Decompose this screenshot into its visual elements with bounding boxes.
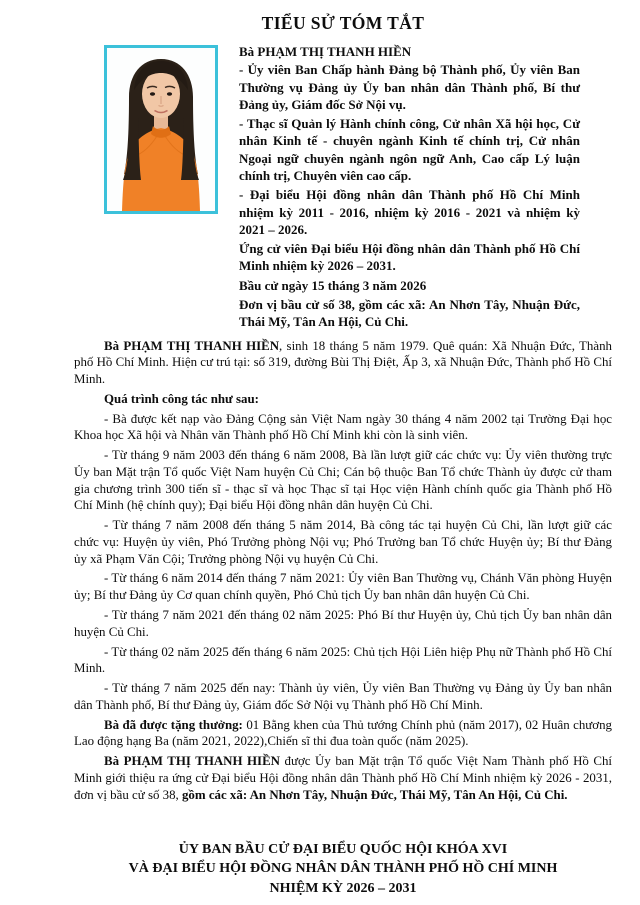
- nomination-text: được Ủy ban Mặt trận Tổ quốc Việt Nam Thành phố Hồ Chí Minh giới thiệu ra ứng cử Đại biểu Hội đồng nhân dân Thành phố Hồ Chí Minh nhiệm kỳ 2026 - 2031, đơn vị bầu cử số 38,: [74, 754, 612, 802]
- intro-paragraph: [74, 338, 612, 388]
- career-item-4: - Từ tháng 6 năm 2014 đến tháng 7 năm 2021: Ủy viên Ban Thường vụ, Chánh Văn phòng Huyện ủy; Bí thư Đảng ủy Cơ quan chính quyền, Phó Chủ tịch Ủy ban nhân dân huyện Củ Chi.: [74, 571, 612, 603]
- career-item-6: - Từ tháng 02 năm 2025 đến tháng 6 năm 2025: Chủ tịch Hội Liên hiệp Phụ nữ Thành phố Hồ Chí Minh.: [74, 644, 612, 676]
- biography-body: [74, 338, 612, 804]
- photo-column: [74, 43, 239, 333]
- issuing-committee-footer: [74, 840, 612, 898]
- candidate-name: Bà PHẠM THỊ THANH HIỀN: [239, 44, 412, 59]
- nomination-paragraph: [74, 753, 612, 803]
- awards-label: Bà đã được tặng thưởng:: [104, 717, 243, 732]
- candidate-photo: [104, 45, 218, 214]
- footer-line-2: VÀ ĐẠI BIỂU HỘI ĐỒNG NHÂN DÂN THÀNH PHỐ HỒ CHÍ MINH: [128, 861, 558, 877]
- career-item-1: - Bà được kết nạp vào Đảng Cộng sản Việt Nam ngày 30 tháng 4 năm 2002 tại Trường Đại học Khoa học Xã hội và Nhân văn Thành phố Hồ Chí Minh khi còn là sinh viên.: [74, 411, 612, 443]
- intro-name: Bà PHẠM THỊ THANH HIỀN: [104, 338, 280, 353]
- page-title: TIỂU SỬ TÓM TẮT: [261, 13, 425, 33]
- career-item-2: - Từ tháng 9 năm 2003 đến tháng 6 năm 2008, Bà lần lượt giữ các chức vụ: Ủy viên thường trực Ủy ban Mặt trận Tổ quốc Việt Nam huyện Củ Chi; Cán bộ thuộc Ban Tổ chức Thành ủy được cử tham gia chương trình 300 tiến sĩ - thạc sĩ và học Thạc sĩ tại Học viện Hành chính quốc gia Thành phố Hồ Chí Minh (hệ chính quy); Đại biểu Hội đồng nhân dân huyện Củ Chi.: [74, 448, 612, 513]
- footer-line-3: NHIỆM KỲ 2026 – 2031: [269, 880, 417, 896]
- profile-summary: [239, 43, 580, 333]
- career-heading: Quá trình công tác như sau:: [104, 391, 259, 406]
- career-item-3: - Từ tháng 7 năm 2008 đến tháng 5 năm 2014, Bà công tác tại huyện Củ Chi, lần lượt giữ các chức vụ: Huyện ủy viên, Phó Trưởng phòng Nội vụ; Phó Trưởng ban Tổ chức Huyện ủy; Bí thư Đảng ủy xã Phạm Văn Cội; Trưởng phòng Nội vụ huyện Củ Chi.: [74, 518, 612, 566]
- eye-left: [150, 92, 155, 95]
- career-item-5: - Từ tháng 7 năm 2021 đến tháng 02 năm 2025: Phó Bí thư Huyện ủy, Chủ tịch Ủy ban nhân dân huyện Củ Chi.: [74, 607, 612, 639]
- nomination-communes: gồm các xã: An Nhơn Tây, Nhuận Đức, Thái Mỹ, Tân An Hội, Củ Chi.: [181, 787, 568, 802]
- awards-paragraph: [74, 717, 612, 751]
- profile-header: [74, 43, 612, 333]
- awards-text: 01 Bằng khen của Thủ tướng Chính phủ (năm 2017), 02 Huân chương Lao động hạng Ba (năm 2021, 2022),Chiến sĩ thi đua toàn quốc (năm 2025).: [74, 717, 612, 749]
- profile-bullet-education: - Thạc sĩ Quản lý Hành chính công, Cử nhân Xã hội học, Cử nhân Kinh tế - chuyên ngành Kinh tế chính trị, Cử nhân Ngoại ngữ chuyên ngành ngôn ngữ Anh, Cao cấp Lý luận chính trị, Chuyên viên cao cấp.: [239, 116, 580, 183]
- candidacy-line: Ứng cử viên Đại biểu Hội đồng nhân dân Thành phố Hồ Chí Minh nhiệm kỳ 2026 – 2031.: [239, 241, 580, 274]
- portrait-illustration: [107, 48, 215, 211]
- profile-bullet-delegate: - Đại biểu Hội đồng nhân dân Thành phố Hồ Chí Minh nhiệm kỳ 2011 - 2016, nhiệm kỳ 2016 - 2021 và nhiệm kỳ 2021 – 2026.: [239, 187, 580, 237]
- eye-right: [167, 92, 172, 95]
- footer-line-1: ỦY BAN BẦU CỬ ĐẠI BIỂU QUỐC HỘI KHÓA XVI: [178, 842, 508, 858]
- election-unit-line: Đơn vị bầu cử số 38, gồm các xã: An Nhơn Tây, Nhuận Đức, Thái Mỹ, Tân An Hội, Củ Chi.: [239, 296, 580, 330]
- election-date-line: Bầu cử ngày 15 tháng 3 năm 2026: [239, 277, 427, 293]
- profile-bullet-position: - Ủy viên Ban Chấp hành Đảng bộ Thành phố, Ủy viên Ban Thường vụ Đảng ủy Ủy ban nhân dân Thành phố, Bí thư Đảng ủy, Giám đốc Sở Nội vụ.: [239, 62, 580, 112]
- career-item-7: - Từ tháng 7 năm 2025 đến nay: Thành ủy viên, Ủy viên Ban Thường vụ Đảng ủy Ủy ban nhân dân Thành phố, Bí thư Đảng ủy, Giám đốc Sở Nội vụ Thành phố Hồ Chí Minh.: [74, 681, 612, 712]
- nomination-name: Bà PHẠM THỊ THANH HIỀN: [104, 754, 280, 769]
- face: [142, 70, 180, 118]
- intro-text: , sinh 18 tháng 5 năm 1979. Quê quán: Xã Nhuận Đức, Thành phố Hồ Chí Minh. Hiện cư trú tại: số 319, đường Bùi Thị Điệt, Ấp 3, xã Nhuận Đức, Thành phố Hồ Chí Minh.: [74, 338, 612, 387]
